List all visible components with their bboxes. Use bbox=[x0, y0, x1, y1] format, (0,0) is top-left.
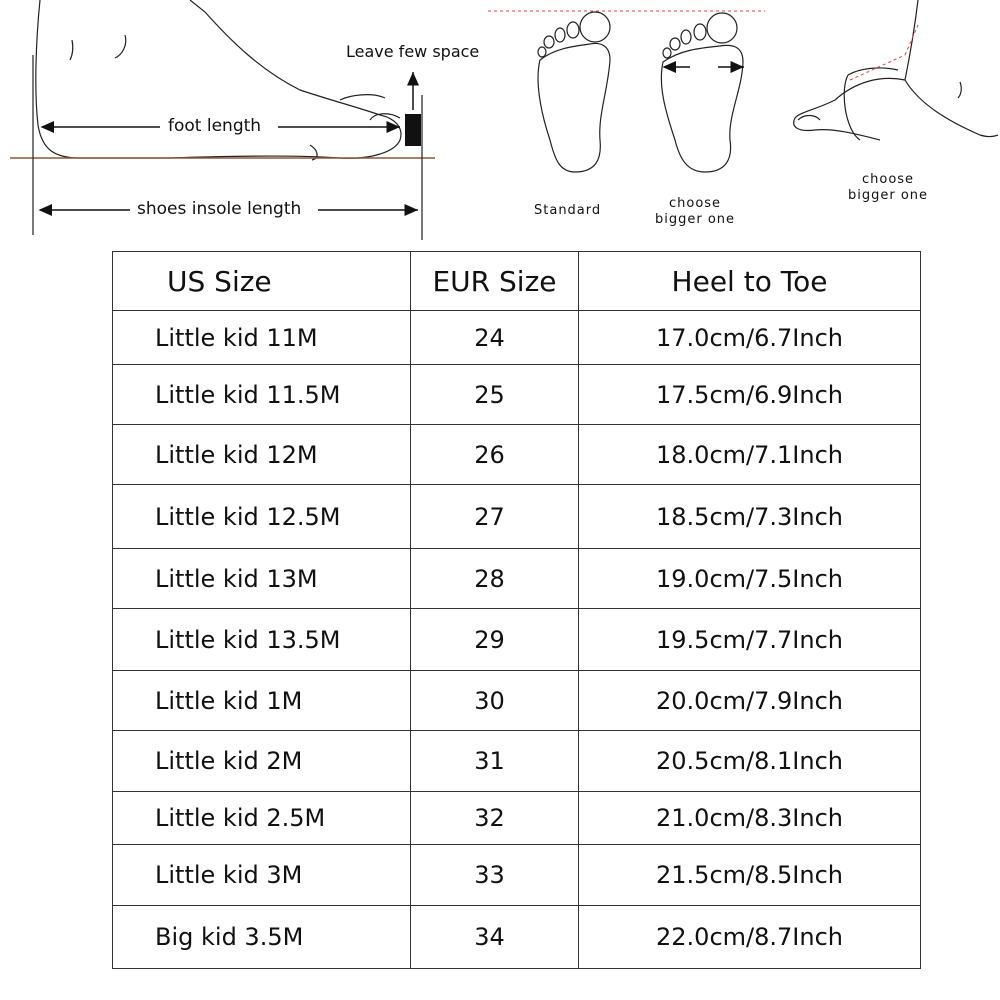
eur-size-cell: 28 bbox=[411, 549, 579, 609]
heel-to-toe-cell: 21.0cm/8.3Inch bbox=[579, 792, 921, 845]
eur-size-header: EUR Size bbox=[411, 252, 579, 311]
us-size-cell: Little kid 3M bbox=[113, 845, 411, 906]
eur-size-cell: 33 bbox=[411, 845, 579, 906]
heel-to-toe-cell: 19.0cm/7.5Inch bbox=[579, 549, 921, 609]
eur-size-cell: 29 bbox=[411, 609, 579, 671]
table-row bbox=[113, 365, 921, 425]
heel-to-toe-cell: 17.0cm/6.7Inch bbox=[579, 311, 921, 365]
heel-to-toe-cell: 20.5cm/8.1Inch bbox=[579, 731, 921, 792]
table-row bbox=[113, 671, 921, 731]
eur-size-cell: 27 bbox=[411, 485, 579, 549]
us-size-cell: Little kid 12M bbox=[113, 425, 411, 485]
heel-to-toe-cell: 19.5cm/7.7Inch bbox=[579, 609, 921, 671]
leave-space-label: Leave few space bbox=[346, 42, 480, 61]
standard-label: Standard bbox=[534, 203, 602, 218]
table-row bbox=[113, 549, 921, 609]
table-row bbox=[113, 609, 921, 671]
measurement-illustration bbox=[0, 0, 1000, 245]
eur-size-cell: 31 bbox=[411, 731, 579, 792]
high-instep-drawing bbox=[794, 0, 998, 140]
us-size-cell: Little kid 1M bbox=[113, 671, 411, 731]
insole-length-label: shoes insole length bbox=[134, 199, 304, 219]
us-size-cell: Little kid 11M bbox=[113, 311, 411, 365]
us-size-header: US Size bbox=[113, 252, 411, 311]
us-size-cell: Little kid 13M bbox=[113, 549, 411, 609]
eur-size-cell: 24 bbox=[411, 311, 579, 365]
heel-to-toe-cell: 18.5cm/7.3Inch bbox=[579, 485, 921, 549]
table-row bbox=[113, 485, 921, 549]
heel-to-toe-cell: 21.5cm/8.5Inch bbox=[579, 845, 921, 906]
foot-length-label: foot length bbox=[165, 116, 264, 136]
choose-bigger-instep-label: choose bigger one bbox=[848, 172, 929, 203]
us-size-cell: Little kid 13.5M bbox=[113, 609, 411, 671]
eur-size-cell: 30 bbox=[411, 671, 579, 731]
size-chart-table bbox=[112, 251, 921, 969]
standard-footprint bbox=[538, 12, 610, 172]
us-size-cell: Little kid 2M bbox=[113, 731, 411, 792]
us-size-cell: Little kid 12.5M bbox=[113, 485, 411, 549]
table-header-row bbox=[113, 252, 921, 311]
us-size-cell: Little kid 2.5M bbox=[113, 792, 411, 845]
toe-space-block bbox=[405, 114, 421, 146]
table-row bbox=[113, 425, 921, 485]
table-row bbox=[113, 845, 921, 906]
us-size-cell: Little kid 11.5M bbox=[113, 365, 411, 425]
table-row bbox=[113, 311, 921, 365]
choose-bigger-width-label: choose bigger one bbox=[655, 196, 736, 227]
eur-size-cell: 26 bbox=[411, 425, 579, 485]
eur-size-cell: 32 bbox=[411, 792, 579, 845]
heel-to-toe-header: Heel to Toe bbox=[579, 252, 921, 311]
side-foot-drawing bbox=[36, 0, 401, 160]
eur-size-cell: 25 bbox=[411, 365, 579, 425]
heel-to-toe-cell: 17.5cm/6.9Inch bbox=[579, 365, 921, 425]
wide-footprint bbox=[661, 13, 744, 172]
table-row bbox=[113, 906, 921, 969]
us-size-cell: Big kid 3.5M bbox=[113, 906, 411, 969]
heel-to-toe-cell: 18.0cm/7.1Inch bbox=[579, 425, 921, 485]
heel-to-toe-cell: 22.0cm/8.7Inch bbox=[579, 906, 921, 969]
heel-to-toe-cell: 20.0cm/7.9Inch bbox=[579, 671, 921, 731]
table-row bbox=[113, 792, 921, 845]
table-row bbox=[113, 731, 921, 792]
eur-size-cell: 34 bbox=[411, 906, 579, 969]
